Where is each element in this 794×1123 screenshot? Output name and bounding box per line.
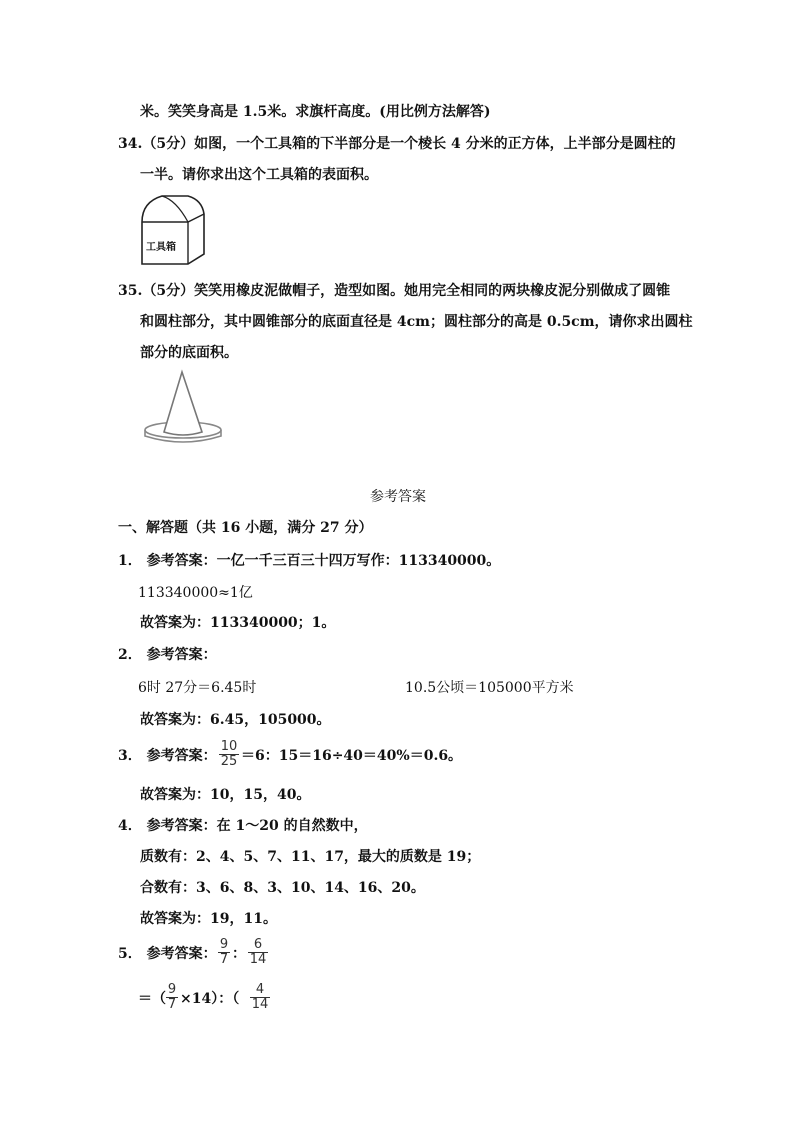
q34-line-1: 34.（5分）如图，一个工具箱的下半部分是一个棱长 4 分米的正方体，上半部分是圆柱的 <box>118 136 676 152</box>
answer-5-fraction-1 <box>218 938 230 967</box>
answer-3-rest: ＝6：15＝16÷40＝40%＝0.6。 <box>241 748 463 764</box>
hat-cone <box>164 372 202 435</box>
toolbox-label: 工具箱 <box>146 242 176 253</box>
answer-5-fraction-2-denominator: 14 <box>249 952 267 967</box>
answer-5-fraction-3-denominator: 7 <box>167 997 177 1012</box>
answer-5-fraction-2-numerator: 6 <box>253 937 263 952</box>
q35-line-1: 35.（5分）笑笑用橡皮泥做帽子，造型如图。她用完全相同的两块橡皮泥分别做成了圆锥 <box>118 283 671 299</box>
answer-1-line-3: 故答案为：113340000；1。 <box>140 615 336 631</box>
answer-5-line-2-open: ＝（ <box>138 991 166 1007</box>
answer-5-prefix: 5． 参考答案： <box>118 946 217 962</box>
answer-5-fraction-3 <box>166 983 178 1012</box>
answer-5-fraction-3-numerator: 9 <box>167 982 177 997</box>
answer-5-fraction-1-numerator: 9 <box>219 937 229 952</box>
answer-4-line-4: 故答案为：19，11。 <box>140 911 277 927</box>
hat-figure <box>140 366 230 448</box>
q33-tail: 米。笑笑身高是 1.5米。求旗杆高度。(用比例方法解答) <box>140 104 491 120</box>
answer-5-fraction-4-numerator: 4 <box>255 982 265 997</box>
answers-section-heading: 一、解答题（共 16 小题，满分 27 分） <box>118 520 373 536</box>
answer-5-fraction-4-denominator: 14 <box>251 997 269 1012</box>
answer-3-fraction-numerator: 10 <box>220 739 238 754</box>
answer-1-line-1: 1． 参考答案：一亿一千三百三十四万写作：113340000。 <box>118 553 501 569</box>
answer-4-line-1: 4． 参考答案：在 1～20 的自然数中， <box>118 818 368 834</box>
answer-4-line-2: 质数有：2、4、5、7、11、17，最大的质数是 19； <box>140 849 481 865</box>
answer-5-fraction-1-denominator: 7 <box>219 952 229 967</box>
answers-title: 参考答案 <box>370 489 426 505</box>
answer-2-left: 6时 27分＝6.45时 <box>138 680 257 696</box>
answer-3-fraction <box>219 740 239 769</box>
answer-5-line-2-mid: ×14）：（ <box>180 991 240 1007</box>
toolbox-figure <box>138 190 210 270</box>
answer-2-line-3: 故答案为：6.45，105000。 <box>140 712 331 728</box>
answer-3-fraction-denominator: 25 <box>220 754 238 769</box>
answer-2-right: 10.5公顷＝105000平方米 <box>405 680 574 696</box>
answer-5-fraction-2 <box>248 938 268 967</box>
answer-2-line-1: 2． 参考答案： <box>118 647 217 663</box>
answer-5-colon: ： <box>232 946 246 962</box>
toolbox-outline <box>142 196 204 264</box>
q34-line-2: 一半。请你求出这个工具箱的表面积。 <box>140 167 378 183</box>
q35-line-3: 部分的底面积。 <box>140 345 238 361</box>
answer-5-fraction-4 <box>250 983 270 1012</box>
answer-3-prefix: 3． 参考答案： <box>118 748 217 764</box>
answer-3-line-2: 故答案为：10，15，40。 <box>140 787 311 803</box>
q35-line-2: 和圆柱部分，其中圆锥部分的底面直径是 4cm；圆柱部分的高是 0.5cm，请你求出圆柱 <box>140 314 693 330</box>
answer-4-line-3: 合数有：3、6、8、3、10、14、16、20。 <box>140 880 425 896</box>
answer-1-line-2: 113340000≈1亿 <box>138 585 253 601</box>
